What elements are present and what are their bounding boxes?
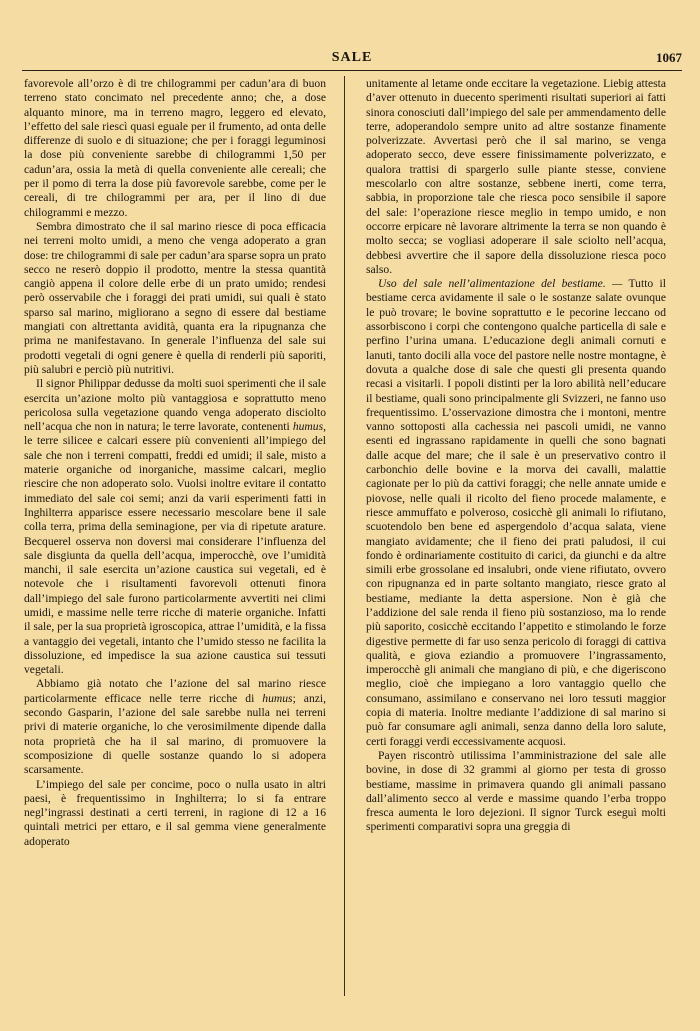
page-header [22,48,682,70]
section-heading: Uso del sale nell’alimentazione del bestiame. — [378,277,623,291]
paragraph [366,277,666,749]
left-column [24,77,326,1007]
page-number: 1067 [656,50,682,65]
paragraph-text: Tutto il bestiame cerca avidamente il sale o le sostanze salate ovunque le può trovare; le bovine soprattutto e le pecorine leccano od assorbiscono i corpi che contengono qualche particella di sale e perfino l’urina umana. L’educazione degli animali cornuti e lanuti, tanto docili alla voce del pastore nelle nostre montagne, è dovuta a qualche dose di sale che questi gli presenta quando recasi a visitarli. I popoli distinti per la loro abilità nell’educare il bestiame, quali sono principalmente gli Svizzeri, ne fanno uso frequentissimo. L’osservazione dimostra che i montoni, mentre vanno sottoposti alla cachessia nei pascoli umidi, ne vanno esenti ed ingrassano rapidamente in quelli che sono bagnati dalle acque del mare; che il sale è un preservativo contro il carbonchio delle bovine e la morva dei cavalli, malattie cagionate per lo più da cattivi foraggi; che nelle annate umide e piovose, nelle quali il ricolto del fieno procede malamente, e riesce ammuffato e polveroso, cosicchè gli animali lo rifiutano, scuotendolo ben bene ed aspergendolo d’acqua salata, viene mangiato avidamente; che il fieno dei prati paludosi, il cui fondo è ordinariamente costituito di carici, da giunchi e da altre simili erbe grossolane ed insalubri, onde viene rifiutato, ovvero con ripugnanza ed in parte soltanto mangiato, riesce grato al bestiame, mediante la detta aspersione. Non è già che l’addizione del sale renda il fieno più sostanzioso, ma lo rende più saporito, cosicchè eccitando l’appetito e stimolando le forze digestive permette di far uso senza pericolo di foraggi di cattiva qualità, e giova eziandio a promuovere l’ingrassamento, imperocchè gli animali che mangiano di più, e che digeriscono meglio, cioè che impiegano a loro vantaggio quello che consumano, assimilano e conservano nei loro tessuti maggior copia di materia. Inoltre mediante l’addizione di sal marino si può far consumare agli animali, senza danno della loro salute, certi foraggi verdi eccessivamente acquosi. [366,277,666,748]
header-rule [22,70,682,71]
paragraph: Il signor Philippar dedusse da molti suoi sperimenti che il sale esercita un’azione molto più vantaggiosa e soprattutto meno pericolosa sulla vegetazione quando venga adoperato disciolto nell’acqua che non in natura; le terre lavorate, contenenti humus, le terre silicee e calcari essere più convenienti all’impiego del sale che non i terreni compatti, freddi ed umidi; il sale, misto a materie organiche od inorganiche, massime calcari, meglio riescire che non adoperato solo. Vuolsi inoltre evitare il contatto immediato del sale coi semi; anzi da varii esperimenti fatti in Inghilterra apparisce essere necessario mescolare bene il sale colla terra, prima della seminagione, per via di ripetute arature. Becquerel osserva non doversi mai considerare l’influenza del sale disgiunta da quella dell’acqua, imperocchè, ove l’umidità manchi, il sale esercita un’azione caustica sui vegetali, ed è notevole che i risultamenti favorevoli ottenuti finora dall’impiego del sale furono particolarmente avvertiti nei climi umidi, e massime nelle terre ricche di materie organiche. Infatti il sale, per la sua proprietà igroscopica, attrae l’umidità, e la fissa a vantaggio dei vegetali, intanto che l’umido stesso ne facilita la dissoluzione, ed impedisce la sua azione caustica sui tessuti vegetali. [24,377,326,677]
paragraph: unitamente al letame onde eccitare la vegetazione. Liebig attesta d’aver ottenuto in duecento sperimenti risultati superiori ai fatti sinora conosciuti dall’impiego del sale per ammendamento delle terre, adoperandolo sempre unito ad altre sostanze finamente polverizzate. Avvertasi però che il sal marino, se venga adoperato secco, deve essere finissimamente polverizzato, e qualora trattisi di spargerlo sulle piante stesse, conviene mescolarlo con altre sostanze, sebbene inerti, come terra, sabbia, in proporzione tale che riesca poco sensibile il sapore del sale: l’operazione riesce meglio in tempo umido, e non occorre erpicare nè lavorare altrimente la terra se non quando è molto secca; se vogliasi adoperare il sale sciolto nell’acqua, debbesi avvertire che il sapore della dissoluzione riesca poco salso. [366,77,666,276]
running-title: SALE [331,50,373,65]
paragraph: Payen riscontrò utilissima l’amministrazione del sale alle bovine, in dose di 32 grammi al giorno per testa di grosso bestiame, massime in primavera quando gli animali passano dall’alimento secco al verde e massime quando l’erba troppo fresca aumenta le loro dejezioni. Il signor Turck eseguì molti sperimenti comparativi sopra una greggia di [366,748,666,834]
paragraph: Sembra dimostrato che il sal marino riesce di poca efficacia nei terreni molto umidi, a meno che venga adoperato a gran dose: tre chilogrammi di sale per cadun’ara sparse sopra un prato secco ne reserò doppio il prodotto, mentre la stessa quantità cangiò appena il colore delle erbe di un prato umido; rendesi però osservabile che i foraggi dei prati umidi, sui quali è stato sparso sal marino, migliorano a segno di essere dal bestiame mangiati con altrettanta avidità, quanta era la ripugnanza che prima ne manifestavano. In generale l’influenza del sale sui prodotti vegetali di ogni genere è quella di renderli più saporiti, più salubri e perciò più nutritivi. [24,219,326,376]
paragraph: Abbiamo già notato che l’azione del sal marino riesce particolarmente efficace nelle terre ricche di humus; anzi, secondo Gasparin, l’azione del sale sarebbe nulla nei terreni privi di materie organiche, lo che verosimilmente dipende dalla nota proprietà che ha il sal marino, di promuovere la scomposizione di quelle sostanze quando lo si adopera scarsamente. [24,677,326,777]
italic-term: humus [262,691,293,705]
paragraph: L’impiego del sale per concime, poco o nulla usato in altri paesi, è frequentissimo in Inghilterra; lo si fa entrare negl’ingrassi destinati a certi terreni, in ragione di 12 a 16 quintali metrici per ettaro, e il sal gemma viene generalmente adoperato [24,777,326,848]
italic-term: humus [292,420,324,434]
column-divider [344,76,345,996]
paragraph: favorevole all’orzo è di tre chilogrammi per cadun’ara di buon terreno stato concimato nel precedente anno; che, a dose alquanto minore, ma in terreno magro, leggero ed elevato, l’effetto del sale riescì quasi eguale per il frumento, ad onta delle differenze di suolo e di situazione; che per i foraggi leguminosi la dose più conveniente sarebbe di chilogrammi 1,50 per cadun’ara, ossia la metà di quella conveniente alle cereali; che per il pomo di terra la dose più favorevole sarebbe, come per le cereali, di tre chilogrammi per ara, per il lino di due chilogrammi e mezzo. [24,77,326,219]
right-column [366,77,666,1007]
